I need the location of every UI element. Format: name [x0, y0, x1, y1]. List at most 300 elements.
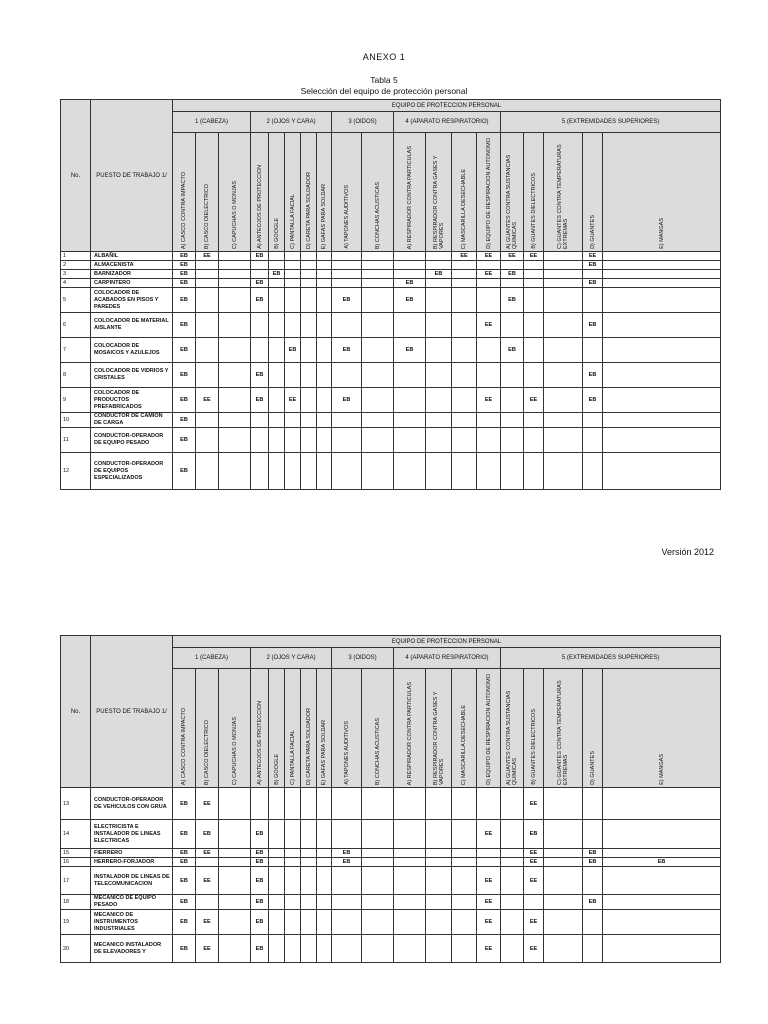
cell-value	[394, 895, 426, 910]
cell-value	[251, 261, 269, 270]
cell-value	[501, 788, 524, 820]
header-subcol-label: D) GUANTES	[589, 215, 596, 249]
cell-value: EB	[173, 279, 196, 288]
cell-value: EE	[452, 252, 477, 261]
cell-value: EB	[251, 895, 269, 910]
row-number: 5	[61, 288, 91, 313]
header-subcol-11	[394, 133, 426, 252]
cell-value	[362, 313, 394, 338]
cell-value: EB	[394, 288, 426, 313]
cell-value	[477, 428, 501, 453]
header-subcol-label: B) RESPIRADOR CONTRA GASES Y VAPORES	[432, 691, 445, 785]
cell-value	[426, 338, 452, 363]
cell-value	[251, 788, 269, 820]
cell-value	[196, 261, 219, 270]
row-number: 12	[61, 453, 91, 490]
cell-value	[219, 338, 251, 363]
cell-value	[603, 413, 721, 428]
header-equipo: EQUIPO DE PROTECCION PERSONAL	[173, 100, 721, 112]
cell-value: EB	[173, 849, 196, 858]
cell-value	[603, 288, 721, 313]
cell-value	[332, 313, 362, 338]
cell-value	[317, 453, 332, 490]
table-label: Tabla 5	[370, 75, 398, 85]
header-subcol-19	[603, 133, 721, 252]
header-subcol-8	[317, 669, 332, 788]
header-subcol-label: D) CARETA PARA SOLDADOR	[305, 707, 312, 785]
cell-value	[603, 261, 721, 270]
cell-value	[251, 270, 269, 279]
cell-value: EE	[196, 849, 219, 858]
row-puesto: MECANICO INSTALADOR DE ELEVADORES Y	[91, 935, 173, 963]
cell-value	[219, 453, 251, 490]
row-number: 18	[61, 895, 91, 910]
cell-value	[362, 849, 394, 858]
cell-value	[332, 910, 362, 935]
cell-value: EE	[477, 388, 501, 413]
header-subcol-label: D) EQUIPO DE RESPIRACION AUTONOMO	[485, 674, 492, 785]
cell-value	[426, 788, 452, 820]
cell-value	[583, 413, 603, 428]
cell-value	[603, 279, 721, 288]
header-subcol-5	[269, 133, 285, 252]
cell-value: EB	[603, 858, 721, 867]
table-row	[61, 428, 721, 453]
cell-value	[332, 279, 362, 288]
cell-value	[219, 858, 251, 867]
header-subcol-5	[269, 669, 285, 788]
cell-value	[477, 288, 501, 313]
cell-value	[452, 788, 477, 820]
cell-value	[301, 413, 317, 428]
header-subcol-14	[477, 669, 501, 788]
cell-value	[394, 858, 426, 867]
cell-value	[362, 858, 394, 867]
cell-value	[544, 413, 583, 428]
cell-value	[301, 858, 317, 867]
cell-value: EE	[196, 867, 219, 895]
cell-value	[362, 453, 394, 490]
row-puesto: MECANICO DE EQUIPO PESADO	[91, 895, 173, 910]
cell-value: EB	[251, 388, 269, 413]
cell-value	[269, 820, 285, 849]
cell-value: EE	[477, 270, 501, 279]
cell-value: EB	[173, 820, 196, 849]
cell-value	[301, 313, 317, 338]
cell-value	[603, 363, 721, 388]
header-subcol-label: C) MASCARILLA DESECHABLE	[461, 704, 467, 785]
cell-value	[603, 428, 721, 453]
row-puesto: HERRERO-FORJADOR	[91, 858, 173, 867]
cell-value	[452, 849, 477, 858]
cell-value	[301, 288, 317, 313]
cell-value	[301, 363, 317, 388]
cell-value	[301, 935, 317, 963]
header-subcol-label: A) TAPONES AUDITIVOS	[343, 185, 350, 249]
cell-value	[219, 935, 251, 963]
cell-value	[477, 261, 501, 270]
cell-value	[301, 428, 317, 453]
cell-value: EB	[173, 428, 196, 453]
cell-value: EB	[173, 895, 196, 910]
cell-value	[524, 270, 544, 279]
header-subcol-label: A) GUANTES CONTRA SUSTANCIAS QUIMICAS	[506, 154, 518, 249]
cell-value: EE	[524, 867, 544, 895]
cell-value: EB	[173, 867, 196, 895]
cell-value	[317, 820, 332, 849]
cell-value: EB	[251, 252, 269, 261]
cell-value	[501, 313, 524, 338]
cell-value	[285, 363, 301, 388]
cell-value	[501, 413, 524, 428]
row-number: 1	[61, 252, 91, 261]
cell-value	[219, 849, 251, 858]
cell-value	[362, 388, 394, 413]
cell-value	[426, 858, 452, 867]
cell-value	[317, 279, 332, 288]
header-subcol-label: C) GUANTES CONTRA TEMPERATURAS EXTREMAS	[557, 144, 569, 249]
header-subcol-16	[524, 669, 544, 788]
cell-value: EB	[583, 895, 603, 910]
cell-value	[452, 820, 477, 849]
table-row	[61, 313, 721, 338]
cell-value	[219, 279, 251, 288]
cell-value	[301, 910, 317, 935]
cell-value	[544, 428, 583, 453]
cell-value	[544, 935, 583, 963]
header-subcol-label: A) GUANTES CONTRA SUSTANCIAS QUIMICAS	[506, 690, 518, 785]
cell-value	[477, 858, 501, 867]
table-row	[61, 453, 721, 490]
cell-value	[477, 279, 501, 288]
row-puesto: CARPINTERO	[91, 279, 173, 288]
cell-value	[583, 428, 603, 453]
cell-value	[269, 849, 285, 858]
ppe-table-2	[60, 635, 721, 963]
header-subcol-label: A) RESPIRADOR CONTRA PARTICULAS	[406, 681, 413, 785]
cell-value	[317, 788, 332, 820]
cell-value	[269, 388, 285, 413]
cell-value	[544, 788, 583, 820]
cell-value	[332, 895, 362, 910]
cell-value	[362, 867, 394, 895]
cell-value	[196, 288, 219, 313]
header-subcol-15	[501, 669, 524, 788]
header-subcol-2	[196, 669, 219, 788]
cell-value: EE	[196, 252, 219, 261]
cell-value: EE	[524, 788, 544, 820]
cell-value: EE	[524, 910, 544, 935]
row-number: 2	[61, 261, 91, 270]
cell-value: EB	[173, 910, 196, 935]
header-subcol-label: E) GAFAS PARA SOLDAR	[321, 719, 327, 785]
cell-value: EB	[173, 858, 196, 867]
cell-value	[544, 820, 583, 849]
cell-value	[219, 788, 251, 820]
header-subcol-label: A) ANTEOJOS DE PROTECCION	[256, 165, 263, 249]
table-row	[61, 820, 721, 849]
header-equipo: EQUIPO DE PROTECCION PERSONAL	[173, 636, 721, 648]
annex-title: ANEXO 1	[362, 52, 406, 62]
cell-value	[603, 849, 721, 858]
header-puesto: PUESTO DE TRABAJO 1/	[91, 100, 173, 252]
cell-value	[524, 363, 544, 388]
cell-value	[196, 858, 219, 867]
cell-value	[426, 428, 452, 453]
header-subcol-17	[544, 669, 583, 788]
cell-value: EB	[196, 820, 219, 849]
cell-value	[477, 788, 501, 820]
cell-value	[452, 288, 477, 313]
cell-value	[332, 788, 362, 820]
cell-value	[269, 261, 285, 270]
cell-value: EB	[173, 288, 196, 313]
header-subcol-4	[251, 133, 269, 252]
cell-value	[426, 849, 452, 858]
cell-value	[426, 935, 452, 963]
cell-value: EB	[251, 820, 269, 849]
cell-value: EB	[251, 849, 269, 858]
cell-value: EE	[524, 849, 544, 858]
cell-value	[394, 313, 426, 338]
cell-value	[603, 453, 721, 490]
cell-value	[583, 910, 603, 935]
cell-value	[317, 388, 332, 413]
row-puesto: BARNIZADOR	[91, 270, 173, 279]
cell-value	[501, 820, 524, 849]
header-subcol-label: C) CAPUCHAS O MONJAS	[231, 716, 238, 785]
cell-value	[452, 910, 477, 935]
cell-value	[301, 895, 317, 910]
header-subcol-7	[301, 133, 317, 252]
cell-value	[394, 388, 426, 413]
cell-value	[452, 453, 477, 490]
cell-value: EB	[173, 270, 196, 279]
header-subcol-label: A) TAPONES AUDITIVOS	[343, 721, 350, 785]
row-number: 6	[61, 313, 91, 338]
cell-value: EE	[501, 252, 524, 261]
header-subcol-label: B) GOOGLE	[273, 754, 280, 785]
cell-value	[501, 261, 524, 270]
cell-value	[477, 363, 501, 388]
cell-value	[603, 935, 721, 963]
cell-value	[501, 453, 524, 490]
header-subcol-13	[452, 669, 477, 788]
header-subcol-label: A) CASCO CONTRA IMPACTO	[181, 171, 187, 249]
table-row	[61, 279, 721, 288]
row-puesto: COLOCADOR DE MOSAICOS Y AZULEJOS	[91, 338, 173, 363]
row-number: 3	[61, 270, 91, 279]
cell-value	[196, 279, 219, 288]
header-subcol-18	[583, 669, 603, 788]
cell-value: EE	[196, 788, 219, 820]
cell-value: EB	[173, 363, 196, 388]
cell-value	[362, 261, 394, 270]
header-subcol-label: E) MANGAS	[658, 754, 665, 785]
cell-value: EE	[477, 895, 501, 910]
cell-value	[219, 363, 251, 388]
table-row	[61, 388, 721, 413]
cell-value	[544, 910, 583, 935]
cell-value: EB	[251, 867, 269, 895]
header-subcol-16	[524, 133, 544, 252]
cell-value	[452, 428, 477, 453]
cell-value	[583, 270, 603, 279]
header-subcol-12	[426, 133, 452, 252]
cell-value	[603, 895, 721, 910]
cell-value	[544, 388, 583, 413]
cell-value	[332, 453, 362, 490]
header-subcol-1	[173, 669, 196, 788]
cell-value	[501, 279, 524, 288]
cell-value	[285, 428, 301, 453]
cell-value	[219, 252, 251, 261]
cell-value: EB	[394, 338, 426, 363]
cell-value	[452, 935, 477, 963]
cell-value	[583, 288, 603, 313]
header-subcol-14	[477, 133, 501, 252]
header-subcol-label: E) MANGAS	[658, 218, 665, 249]
row-puesto: CONDUCTOR DE CAMION DE CARGA	[91, 413, 173, 428]
cell-value: EE	[477, 252, 501, 261]
cell-value: EB	[173, 413, 196, 428]
cell-value	[544, 338, 583, 363]
header-subcol-label: B) CASCO DIELECTRICO	[204, 719, 210, 785]
cell-value	[603, 313, 721, 338]
cell-value	[219, 867, 251, 895]
cell-value: EB	[583, 313, 603, 338]
cell-value	[285, 820, 301, 849]
cell-value	[269, 363, 285, 388]
cell-value	[317, 867, 332, 895]
cell-value	[269, 453, 285, 490]
row-puesto: COLOCADOR DE ACABADOS EN PISOS Y PAREDES	[91, 288, 173, 313]
cell-value	[219, 313, 251, 338]
cell-value: EB	[501, 288, 524, 313]
table-row	[61, 338, 721, 363]
cell-value: EB	[173, 252, 196, 261]
cell-value	[317, 261, 332, 270]
cell-value	[196, 270, 219, 279]
cell-value	[301, 453, 317, 490]
cell-value	[219, 288, 251, 313]
row-number: 16	[61, 858, 91, 867]
cell-value	[524, 413, 544, 428]
header-subcol-label: D) GUANTES	[589, 751, 596, 785]
cell-value	[317, 849, 332, 858]
cell-value	[524, 279, 544, 288]
header-subcol-label: E) GAFAS PARA SOLDAR	[321, 183, 327, 249]
cell-value	[452, 388, 477, 413]
cell-value	[583, 338, 603, 363]
cell-value	[362, 279, 394, 288]
cell-value	[477, 453, 501, 490]
cell-value	[544, 867, 583, 895]
cell-value	[362, 270, 394, 279]
header-subcol-label: B) CONCHAS ACUSTICAS	[374, 181, 381, 249]
cell-value	[317, 428, 332, 453]
cell-value	[501, 895, 524, 910]
cell-value: EE	[524, 388, 544, 413]
cell-value	[269, 338, 285, 363]
table-row	[61, 935, 721, 963]
header-subcol-label: C) PANTALLA FACIAL	[289, 730, 296, 785]
cell-value: EE	[583, 252, 603, 261]
row-number: 17	[61, 867, 91, 895]
cell-value	[544, 313, 583, 338]
cell-value	[603, 910, 721, 935]
cell-value	[251, 313, 269, 338]
cell-value	[501, 858, 524, 867]
cell-value	[317, 935, 332, 963]
cell-value	[452, 279, 477, 288]
cell-value	[362, 252, 394, 261]
cell-value	[362, 910, 394, 935]
cell-value	[394, 788, 426, 820]
cell-value	[332, 935, 362, 963]
header-group-4: 4 (APARATO RESPIRATORIO)	[394, 648, 501, 669]
cell-value: EB	[173, 788, 196, 820]
cell-value	[317, 270, 332, 279]
cell-value	[452, 867, 477, 895]
row-puesto: ALMACENISTA	[91, 261, 173, 270]
cell-value: EE	[477, 935, 501, 963]
cell-value	[285, 788, 301, 820]
cell-value: EE	[285, 388, 301, 413]
cell-value	[332, 867, 362, 895]
cell-value: EE	[524, 252, 544, 261]
header-group-5: 5 (EXTREMIDADES SUPERIORES)	[501, 112, 721, 133]
row-puesto: COLOCADOR DE MATERIAL AISLANTE	[91, 313, 173, 338]
cell-value	[452, 363, 477, 388]
cell-value: EB	[251, 363, 269, 388]
cell-value	[251, 453, 269, 490]
cell-value	[426, 895, 452, 910]
cell-value	[317, 338, 332, 363]
cell-value	[524, 288, 544, 313]
cell-value	[426, 388, 452, 413]
cell-value	[394, 867, 426, 895]
cell-value: EB	[251, 935, 269, 963]
cell-value: EB	[501, 338, 524, 363]
cell-value	[426, 867, 452, 895]
cell-value	[301, 261, 317, 270]
table-row	[61, 413, 721, 428]
header-subcol-3	[219, 669, 251, 788]
cell-value	[269, 413, 285, 428]
header-subcol-10	[362, 133, 394, 252]
cell-value: EB	[173, 261, 196, 270]
cell-value: EB	[269, 270, 285, 279]
cell-value: EE	[196, 388, 219, 413]
row-puesto: ALBAÑIL	[91, 252, 173, 261]
cell-value	[251, 413, 269, 428]
cell-value	[269, 252, 285, 261]
table-row	[61, 849, 721, 858]
cell-value	[603, 820, 721, 849]
header-subcol-label: B) GOOGLE	[273, 218, 280, 249]
cell-value	[317, 895, 332, 910]
row-number: 10	[61, 413, 91, 428]
header-subcol-9	[332, 669, 362, 788]
cell-value	[394, 849, 426, 858]
cell-value	[317, 313, 332, 338]
row-number: 19	[61, 910, 91, 935]
cell-value	[196, 338, 219, 363]
cell-value	[603, 270, 721, 279]
cell-value	[501, 935, 524, 963]
header-subcol-label: D) EQUIPO DE RESPIRACION AUTONOMO	[485, 138, 492, 249]
